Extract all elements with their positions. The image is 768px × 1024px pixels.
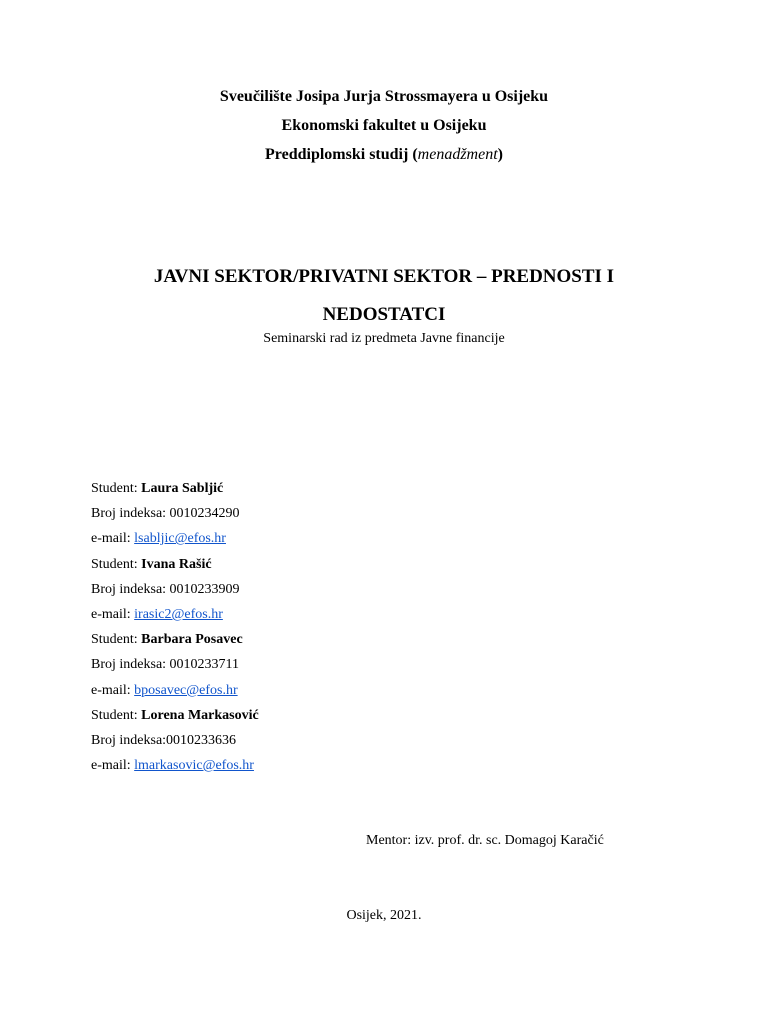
student-name: Ivana Rašić xyxy=(141,556,212,572)
student-label: Student: xyxy=(91,707,142,723)
document-subtitle: Seminarski rad iz predmeta Javne financije xyxy=(263,331,505,346)
student-name: Laura Sabljić xyxy=(141,481,224,496)
student-name-line xyxy=(91,631,259,656)
student-email-link[interactable]: irasic2@efos.hr xyxy=(134,606,223,622)
student-email-link[interactable]: lsabljic@efos.hr xyxy=(134,531,226,547)
student-label: Student: xyxy=(91,632,142,648)
student-name-line xyxy=(91,480,259,505)
email-label: e-mail: xyxy=(91,758,135,774)
study-prefix: Preddiplomski studij ( xyxy=(265,146,418,163)
email-label: e-mail: xyxy=(91,531,135,547)
student-email-line xyxy=(91,530,259,555)
student-name: Barbara Posavec xyxy=(141,632,243,648)
study-suffix: ) xyxy=(497,146,503,163)
student-label: Student: xyxy=(91,481,142,496)
institution-header xyxy=(0,86,768,173)
email-label: e-mail: xyxy=(91,606,135,622)
student-label: Student: xyxy=(91,556,142,572)
student-email-link[interactable]: lmarkasovic@efos.hr xyxy=(134,758,254,774)
faculty-name: Ekonomski fakultet u Osijeku xyxy=(281,117,487,134)
title-line-1: JAVNI SEKTOR/PRIVATNI SEKTOR – PREDNOSTI I xyxy=(153,266,615,287)
student-email-link[interactable]: bposavec@efos.hr xyxy=(134,682,238,698)
place-date: Osijek, 2021. xyxy=(346,908,422,923)
student-list xyxy=(91,480,259,782)
student-name-line xyxy=(91,556,259,581)
document-title xyxy=(60,258,708,334)
student-index-line: Broj indeksa: 0010233909 xyxy=(91,581,240,597)
email-label: e-mail: xyxy=(91,682,135,698)
student-name: Lorena Markasović xyxy=(141,707,259,723)
student-index-line: Broj indeksa: 0010234290 xyxy=(91,506,240,522)
student-index-line: Broj indeksa:0010233636 xyxy=(91,732,237,748)
student-email-line xyxy=(91,606,259,631)
university-name: Sveučilište Josipa Jurja Strossmayera u Osijeku xyxy=(219,88,549,105)
title-line-2: NEDOSTATCI xyxy=(322,304,446,325)
student-email-line xyxy=(91,757,259,782)
mentor-line: Mentor: izv. prof. dr. sc. Domagoj Karačić xyxy=(366,833,604,848)
student-email-line xyxy=(91,682,259,707)
student-index-line: Broj indeksa: 0010233711 xyxy=(91,657,240,673)
study-program xyxy=(0,144,768,173)
study-major: menadžment xyxy=(417,146,498,163)
student-name-line xyxy=(91,707,259,732)
